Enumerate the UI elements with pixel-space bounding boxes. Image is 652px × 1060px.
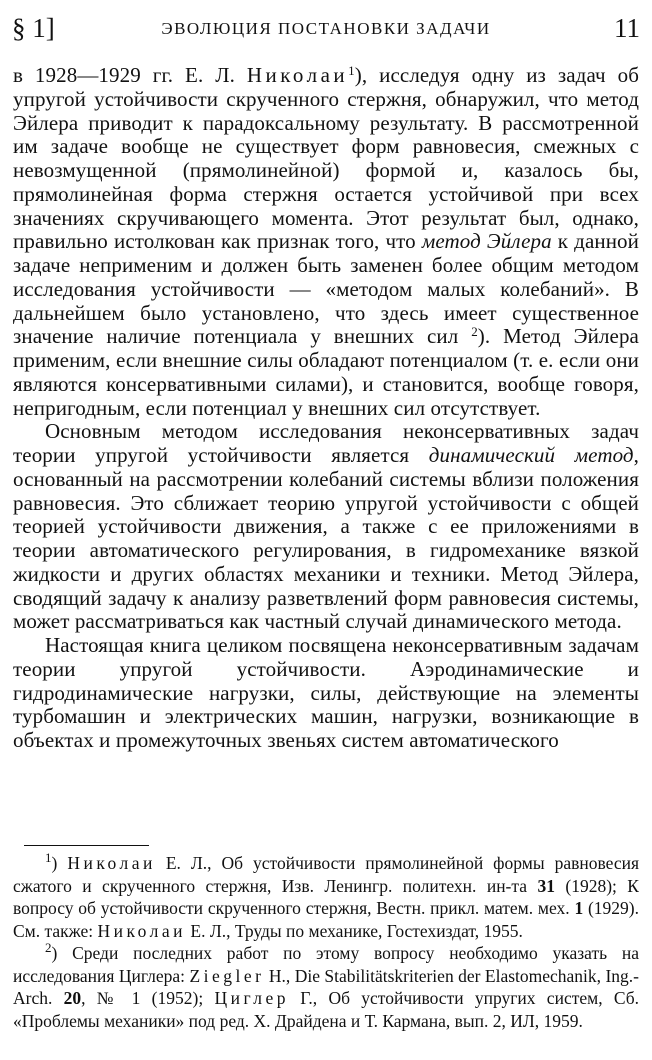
footnote-ref-2: 2: [471, 324, 478, 340]
paragraph-3: Настоящая книга целиком посвящена неконсервативным задачам теории упругой устойчивости. Аэродинамические и гидродинамические нагрузки, силы, действующие на элементы турбомашин и электрических машин, нагрузки, возникающие в объектах и промежуточных звеньях систем автоматического: [13, 633, 639, 752]
footnote-2-mark: 2: [45, 940, 52, 955]
footnote-2-text-a: ) Среди последних работ по этому вопросу необходимо указать на исследования Циглера:: [13, 943, 639, 986]
footnote-2-author: Ziegler: [189, 965, 265, 986]
footnotes: [13, 852, 639, 1032]
paragraph-1-text-a: в 1928—1929 гг. Е. Л.: [13, 63, 247, 87]
footnote-1: [13, 852, 639, 942]
footnote-2-text-b: H., Die Stabilitätskriterien der Elastomechanik, Ing.-Arch.: [13, 965, 639, 1008]
footnote-1-text-a: ): [51, 853, 68, 873]
footnote-1-author-2: Николаи: [97, 920, 187, 941]
footnote-ref-1: 1: [348, 63, 355, 78]
footnote-2-volume: 20: [63, 988, 82, 1008]
paragraph-2-text-a: Основным методом исследования неконсервативных задач теории упругой устойчивости является: [13, 419, 639, 467]
footnote-1-text-b: Е. Л., Об устойчивости прямолинейной формы равновесия сжатого и скрученного стержня, Изв. Ленингр. политехн. ин-та: [13, 853, 640, 896]
footnote-2-text-d: Г., Об устойчивости упругих систем, Сб. «Проблемы механики» под ред. Х. Драйдена и Т. Кармана, вып. 2, ИЛ, 1959.: [13, 988, 640, 1031]
paragraph-1: [13, 64, 639, 420]
paragraph-1-text-b: ), исследуя одну из задач об упругой устойчивости скрученного стержня, обнаружил, что метод Эйлера приводит к парадоксальному результату. В рассмотренной им задаче вообще не существует форм равновесия, смежных с невозмущенной (прямолинейной) формой и, казалось бы, прямолинейная форма стержня остается устойчивой при всех значениях скручивающего момента. Этот результат был, однако, правильно истолкован как признак того, что: [13, 63, 639, 254]
footnote-1-number: 1: [574, 898, 584, 918]
footnote-1-text-d: (1929). См. также:: [13, 898, 640, 941]
footnote-1-mark: 1: [45, 850, 52, 865]
emphasis-euler-method: метод Эйлера: [421, 229, 552, 254]
footnote-2: [13, 942, 639, 1032]
running-header: [12, 8, 640, 48]
page-number: 11: [614, 13, 640, 43]
footnote-2-author-2: Циглер: [214, 988, 290, 1008]
paragraph-1-text-c: к данной задаче неприменим и должен быть заменен более общим методом исследования устойчивости — «методом малых колебаний». В дальнейшем было установлено, что здесь имеет существенное значение наличие потенциала у внешних сил: [13, 229, 639, 349]
section-marker: § 1]: [12, 13, 55, 43]
footnote-2-text-c: , № 1 (1952);: [81, 988, 215, 1008]
paragraph-2: [13, 420, 639, 634]
paragraph-2-text-b: , основанный на рассмотрении колебаний системы вблизи положения равновесия. Это сближает теорию упругой устойчивости с общей теорией устойчивости движения, а также с ее приложениями в теории автоматического регулирования, в гидромеханике вязкой жидкости и других областях механики и техники. Метод Эйлера, сводящий задачу к анализу разветвлений форм равновесия системы, может рассматриваться как частный случай динамического метода.: [13, 443, 639, 634]
footnote-1-volume: 31: [537, 875, 555, 896]
author-name-spaced: Николаи: [246, 63, 349, 87]
paragraph-1-text-d: ). Метод Эйлера применим, если внешние силы обладают потенциалом (т. е. если они являются консервативными силами), и становится, вообще говоря, непригодным, если потенциал у внешних сил отсутствует.: [13, 324, 639, 420]
footnote-divider: [24, 845, 149, 846]
footnote-1-author: Николаи: [67, 853, 156, 873]
footnote-1-text-c: (1928); К вопросу об устойчивости скрученного стержня, Вестн. прикл. матем. мех.: [13, 875, 639, 918]
footnote-1-text-e: Е. Л., Труды по механике, Гостехиздат, 1955.: [186, 920, 523, 941]
emphasis-dynamic-method: динамический метод: [428, 443, 634, 467]
main-text: [13, 64, 639, 753]
running-title: ЭВОЛЮЦИЯ ПОСТАНОВКИ ЗАДАЧИ: [161, 19, 491, 38]
